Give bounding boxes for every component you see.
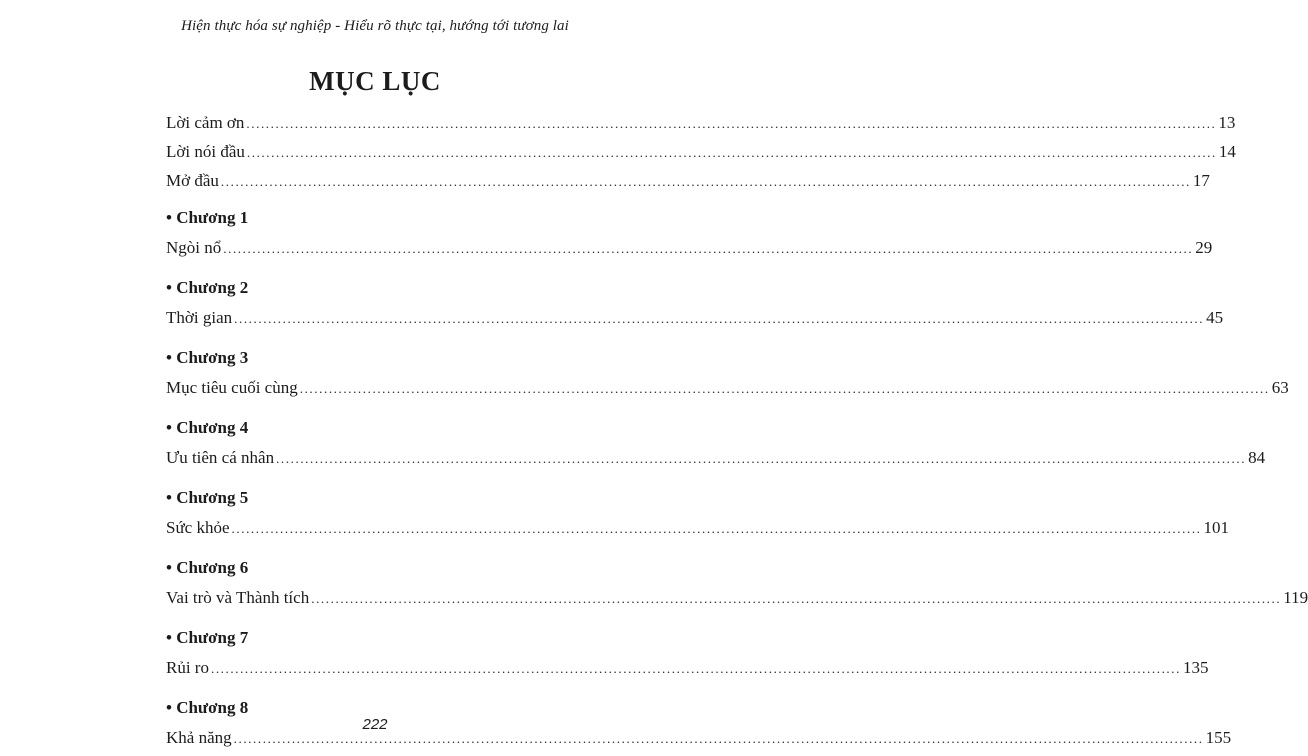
toc-entry-label: Lời cảm ơn [166,113,245,132]
dot-leader: ........................................................................................................................................................................................................ [223,241,1194,256]
toc-entry-label: Vai trò và Thành tích [166,588,310,607]
toc-entry-page: 13 [1218,113,1236,132]
dot-leader: ........................................................................................................................................................................................................ [231,521,1202,536]
dot-leader: ........................................................................................................................................................................................................ [246,145,1217,160]
chapter-heading: • Chương 2 [166,278,249,297]
chapter-heading: • Chương 5 [166,488,249,507]
toc-entry-label: Khả năng [166,728,232,747]
toc-entry-label: Ngòi nổ [166,238,222,257]
dot-leader: ........................................................................................................................................................................................................ [233,731,1204,746]
toc-entry-label: Mở đầu [166,171,219,190]
toc-chapter [166,204,1213,265]
toc-chapter [166,274,1224,335]
page-number: 222 [362,716,388,733]
toc-entry [166,441,1266,475]
toc-entry-label: Mục tiêu cuối cùng [166,378,298,397]
dot-leader: ........................................................................................................................................................................................................ [234,311,1205,326]
dot-leader: ........................................................................................................................................................................................................ [276,451,1247,466]
chapter-heading: • Chương 3 [166,348,249,367]
chapter-heading: • Chương 4 [166,418,249,437]
toc-entry-label: Lời nói đầu [166,142,245,161]
toc-entry-page: 101 [1203,518,1230,537]
toc-entry-page: 17 [1192,171,1210,190]
toc-entry-page: 155 [1205,728,1232,747]
chapter-heading: • Chương 8 [166,698,249,717]
toc-entry-page: 29 [1195,238,1213,257]
toc-entry [166,371,1289,405]
toc-entry-page: 119 [1283,588,1308,607]
chapter-heading: • Chương 7 [166,628,249,647]
toc-chapter [166,624,1209,685]
table-of-contents [166,108,1308,755]
toc-entry-page: 14 [1218,142,1236,161]
toc-entry-label: Ưu tiên cá nhân [166,448,275,467]
dot-leader: ........................................................................................................................................................................................................ [246,116,1217,131]
toc-entry [166,511,1230,545]
dot-leader: ........................................................................................................................................................................................................ [299,381,1270,396]
toc-entry [166,108,1236,137]
toc-entry-page: 135 [1182,658,1209,677]
chapter-heading: • Chương 1 [166,208,249,227]
toc-entry [166,301,1224,335]
chapter-heading: • Chương 6 [166,558,249,577]
toc-entry-page: 84 [1248,448,1266,467]
toc-entry [166,166,1210,195]
toc-title: MỤC LỤC [309,66,441,96]
toc-chapter [166,554,1308,615]
running-head: Hiện thực hóa sự nghiệp - Hiểu rõ thực tại, hướng tới tương lai [181,18,569,34]
dot-leader: ........................................................................................................................................................................................................ [210,661,1181,676]
toc-entry-label: Sức khỏe [166,518,230,537]
toc-entry [166,231,1213,265]
toc-entry-label: Rủi ro [166,658,209,677]
dot-leader: ........................................................................................................................................................................................................ [311,591,1282,606]
toc-entry [166,651,1209,685]
dot-leader: ........................................................................................................................................................................................................ [220,174,1191,189]
toc-entry-page: 45 [1206,308,1224,327]
toc-entry-label: Thời gian [166,308,233,327]
toc-entry-page: 63 [1271,378,1289,397]
toc-chapter [166,484,1230,545]
toc-entry [166,137,1236,166]
toc-chapter [166,344,1289,405]
toc-chapter [166,414,1266,475]
toc-entry [166,581,1308,615]
